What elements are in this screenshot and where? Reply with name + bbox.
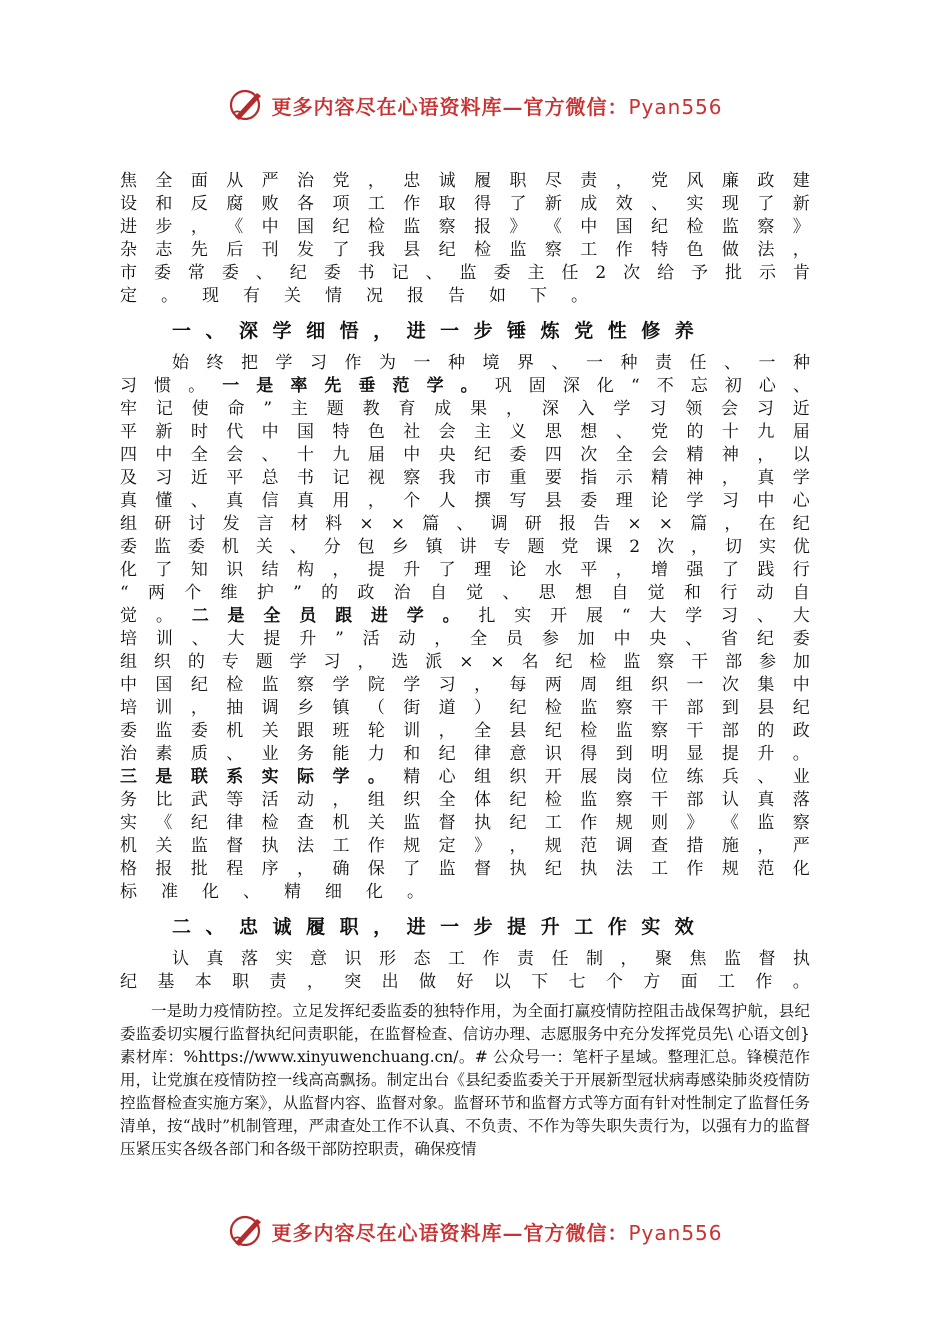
text-line: 务 比 武 等 活 动 ， 组 织 全 体 纪 检 监 察 干 部 认 真 落 — [120, 790, 810, 810]
intro-block — [120, 170, 810, 308]
banner-text: 更多内容尽在心语资料库—官方微信：Pyan556 — [271, 1220, 723, 1245]
text-line: 及 习 近 平 总 书 记 视 察 我 市 重 要 指 示 精 神 ， 真 学 — [120, 468, 810, 488]
document-body — [120, 170, 810, 1161]
text-line: 机 关 监 督 执 法 工 作 规 定 》 ， 规 范 调 查 措 施 ， 严 — [120, 836, 810, 856]
text-line: 进 步 ， 《 中 国 纪 检 监 察 报 》 《 中 国 纪 检 监 察 》 — [120, 217, 810, 237]
text-line: 设 和 反 腐 败 各 项 工 作 取 得 了 新 成 效 、 实 现 了 新 — [120, 194, 810, 214]
text-line: 化 了 知 识 结 构 ， 提 升 了 理 论 水 平 ， 增 强 了 践 行 — [120, 560, 810, 580]
text-line: 实 《 纪 律 检 查 机 关 监 督 执 纪 工 作 规 则 》 《 监 察 — [120, 813, 810, 833]
text-line: 三 是 联 系 实 际 学 。 精 心 组 织 开 展 岗 位 练 兵 、 业 — [120, 767, 810, 787]
text-line: 培 训 、 大 提 升 ” 活 动 ， 全 员 参 加 中 央 、 省 纪 委 — [120, 629, 810, 649]
text-line: 杂 志 先 后 刊 发 了 我 县 纪 检 监 察 工 作 特 色 做 法 ， — [120, 240, 810, 260]
text-line: 真 懂 、 真 信 真 用 ， 个 人 撰 写 县 委 理 论 学 习 中 心 — [120, 491, 810, 511]
text-line: 培 训 ， 抽 调 乡 镇 （ 街 道 ） 纪 检 监 察 干 部 到 县 纪 — [120, 698, 810, 718]
text-line: 治 素 质 、 业 务 能 力 和 纪 律 意 识 得 到 明 显 提 升 。 — [120, 744, 810, 764]
text-line: 委 监 委 机 关 、 分 包 乡 镇 讲 专 题 党 课 2 次 ， 切 实 优 — [120, 537, 810, 557]
text-line: 始 终 把 学 习 作 为 一 种 境 界 、 一 种 责 任 、 一 种 — [172, 353, 810, 373]
text-line: 习 惯 。 一 是 率 先 垂 范 学 。 巩 固 深 化 “ 不 忘 初 心 、 — [120, 376, 810, 396]
text-line: 委 监 委 机 关 跟 班 轮 训 ， 全 县 纪 检 监 察 干 部 的 政 — [120, 721, 810, 741]
text-line: 觉 。 二 是 全 员 跟 进 学 。 扎 实 开 展 “ 大 学 习 、 大 — [120, 606, 810, 626]
header-banner — [0, 85, 950, 125]
text-line: 平 新 时 代 中 国 特 色 社 会 主 义 思 想 、 党 的 十 九 届 — [120, 422, 810, 442]
footer-banner — [0, 1211, 950, 1251]
text-line: 标 准 化 、 精 细 化 。 — [120, 882, 424, 902]
banner-text: 更多内容尽在心语资料库—官方微信：Pyan556 — [271, 94, 723, 119]
text-line: 认 真 落 实 意 识 形 态 工 作 责 任 制 ， 聚 焦 监 督 执 — [172, 949, 810, 969]
pen-logo-icon — [227, 1213, 267, 1249]
section-heading-2: 二 、 忠 诚 履 职 ， 进 一 步 提 升 工 作 实 效 — [172, 916, 694, 938]
text-line: 组 研 讨 发 言 材 料 × × 篇 、 调 研 报 告 × × 篇 ， 在 纪 — [120, 514, 810, 534]
section-1-body — [120, 352, 810, 904]
text-line: 市 委 常 委 、 纪 委 书 记 、 监 委 主 任 2 次 给 予 批 示 肯 — [120, 263, 810, 283]
paragraph-epidemic: 一是助力疫情防控。立足发挥纪委监委的独特作用，为全面打赢疫情防控阻击战保驾护航，县纪委监委切实履行监督执纪问责职能，在监督检查、信访办理、志愿服务中充分发挥党员先\ 心语文创} 素材库：%https://www.xinyuwenchuang.cn/。# 公众号一：笔杆子星域。整理汇总。锋模范作用，让党旗在疫情防控一线高高飘扬。制定出台《县纪委监委关于开展新型冠状病毒感染肺炎疫情防控监督检查实施方案》，从监督内容、监督对象。监督环节和监督方式等方面有针对性制定了监督任务清单，按“战时”机制管理，严肃查处工作不认真、不负责、不作为等失职失责行为，以强有力的监督压紧压实各级各部门和各级干部防控职责，确保疫情 — [120, 1002, 810, 1158]
text-line: 定 。 现 有 关 情 况 报 告 如 下 。 — [120, 286, 588, 306]
pen-logo-icon — [227, 87, 267, 123]
text-line: 纪 基 本 职 责 ， 突 出 做 好 以 下 七 个 方 面 工 作 。 — [120, 972, 810, 992]
text-line: “ 两 个 维 护 ” 的 政 治 自 觉 、 思 想 自 觉 和 行 动 自 — [120, 583, 810, 603]
text-line: 中 国 纪 检 监 察 学 院 学 习 ， 每 两 周 组 织 一 次 集 中 — [120, 675, 810, 695]
text-line: 牢 记 使 命 ” 主 题 教 育 成 果 ， 深 入 学 习 领 会 习 近 — [120, 399, 810, 419]
text-line: 格 报 批 程 序 ， 确 保 了 监 督 执 纪 执 法 工 作 规 范 化 — [120, 859, 810, 879]
text-line: 组 织 的 专 题 学 习 ， 选 派 × × 名 纪 检 监 察 干 部 参 加 — [120, 652, 810, 672]
text-line: 四 中 全 会 、 十 九 届 中 央 纪 委 四 次 全 会 精 神 ， 以 — [120, 445, 810, 465]
text-line: 焦 全 面 从 严 治 党 ， 忠 诚 履 职 尽 责 ， 党 风 廉 政 建 — [120, 171, 810, 191]
section-heading-1: 一 、 深 学 细 悟 ， 进 一 步 锤 炼 党 性 修 养 — [172, 320, 694, 342]
section-2-intro — [120, 948, 810, 994]
